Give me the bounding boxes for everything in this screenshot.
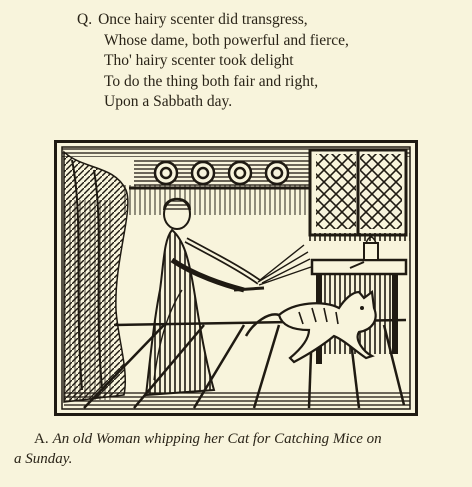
- woodcut-illustration: [54, 140, 418, 416]
- question-label: Q.: [77, 11, 93, 28]
- riddle-line-2: Whose dame, both powerful and fierce,: [104, 31, 349, 49]
- riddle-verse: [77, 10, 349, 113]
- answer-label: A.: [34, 431, 49, 447]
- answer-line-1: A. An old Woman whipping her Cat for Catching Mice on: [14, 429, 464, 449]
- riddle-line-3: Tho' hairy scenter took delight: [104, 52, 294, 69]
- answer-line-2: a Sunday.: [14, 451, 73, 467]
- riddle-line-1: Q. Once hairy scenter did transgress,: [77, 11, 308, 28]
- answer-caption: [14, 429, 464, 469]
- riddle-line-5: Upon a Sabbath day.: [104, 93, 233, 110]
- riddle-line-4: To do the thing both fair and right,: [104, 72, 319, 90]
